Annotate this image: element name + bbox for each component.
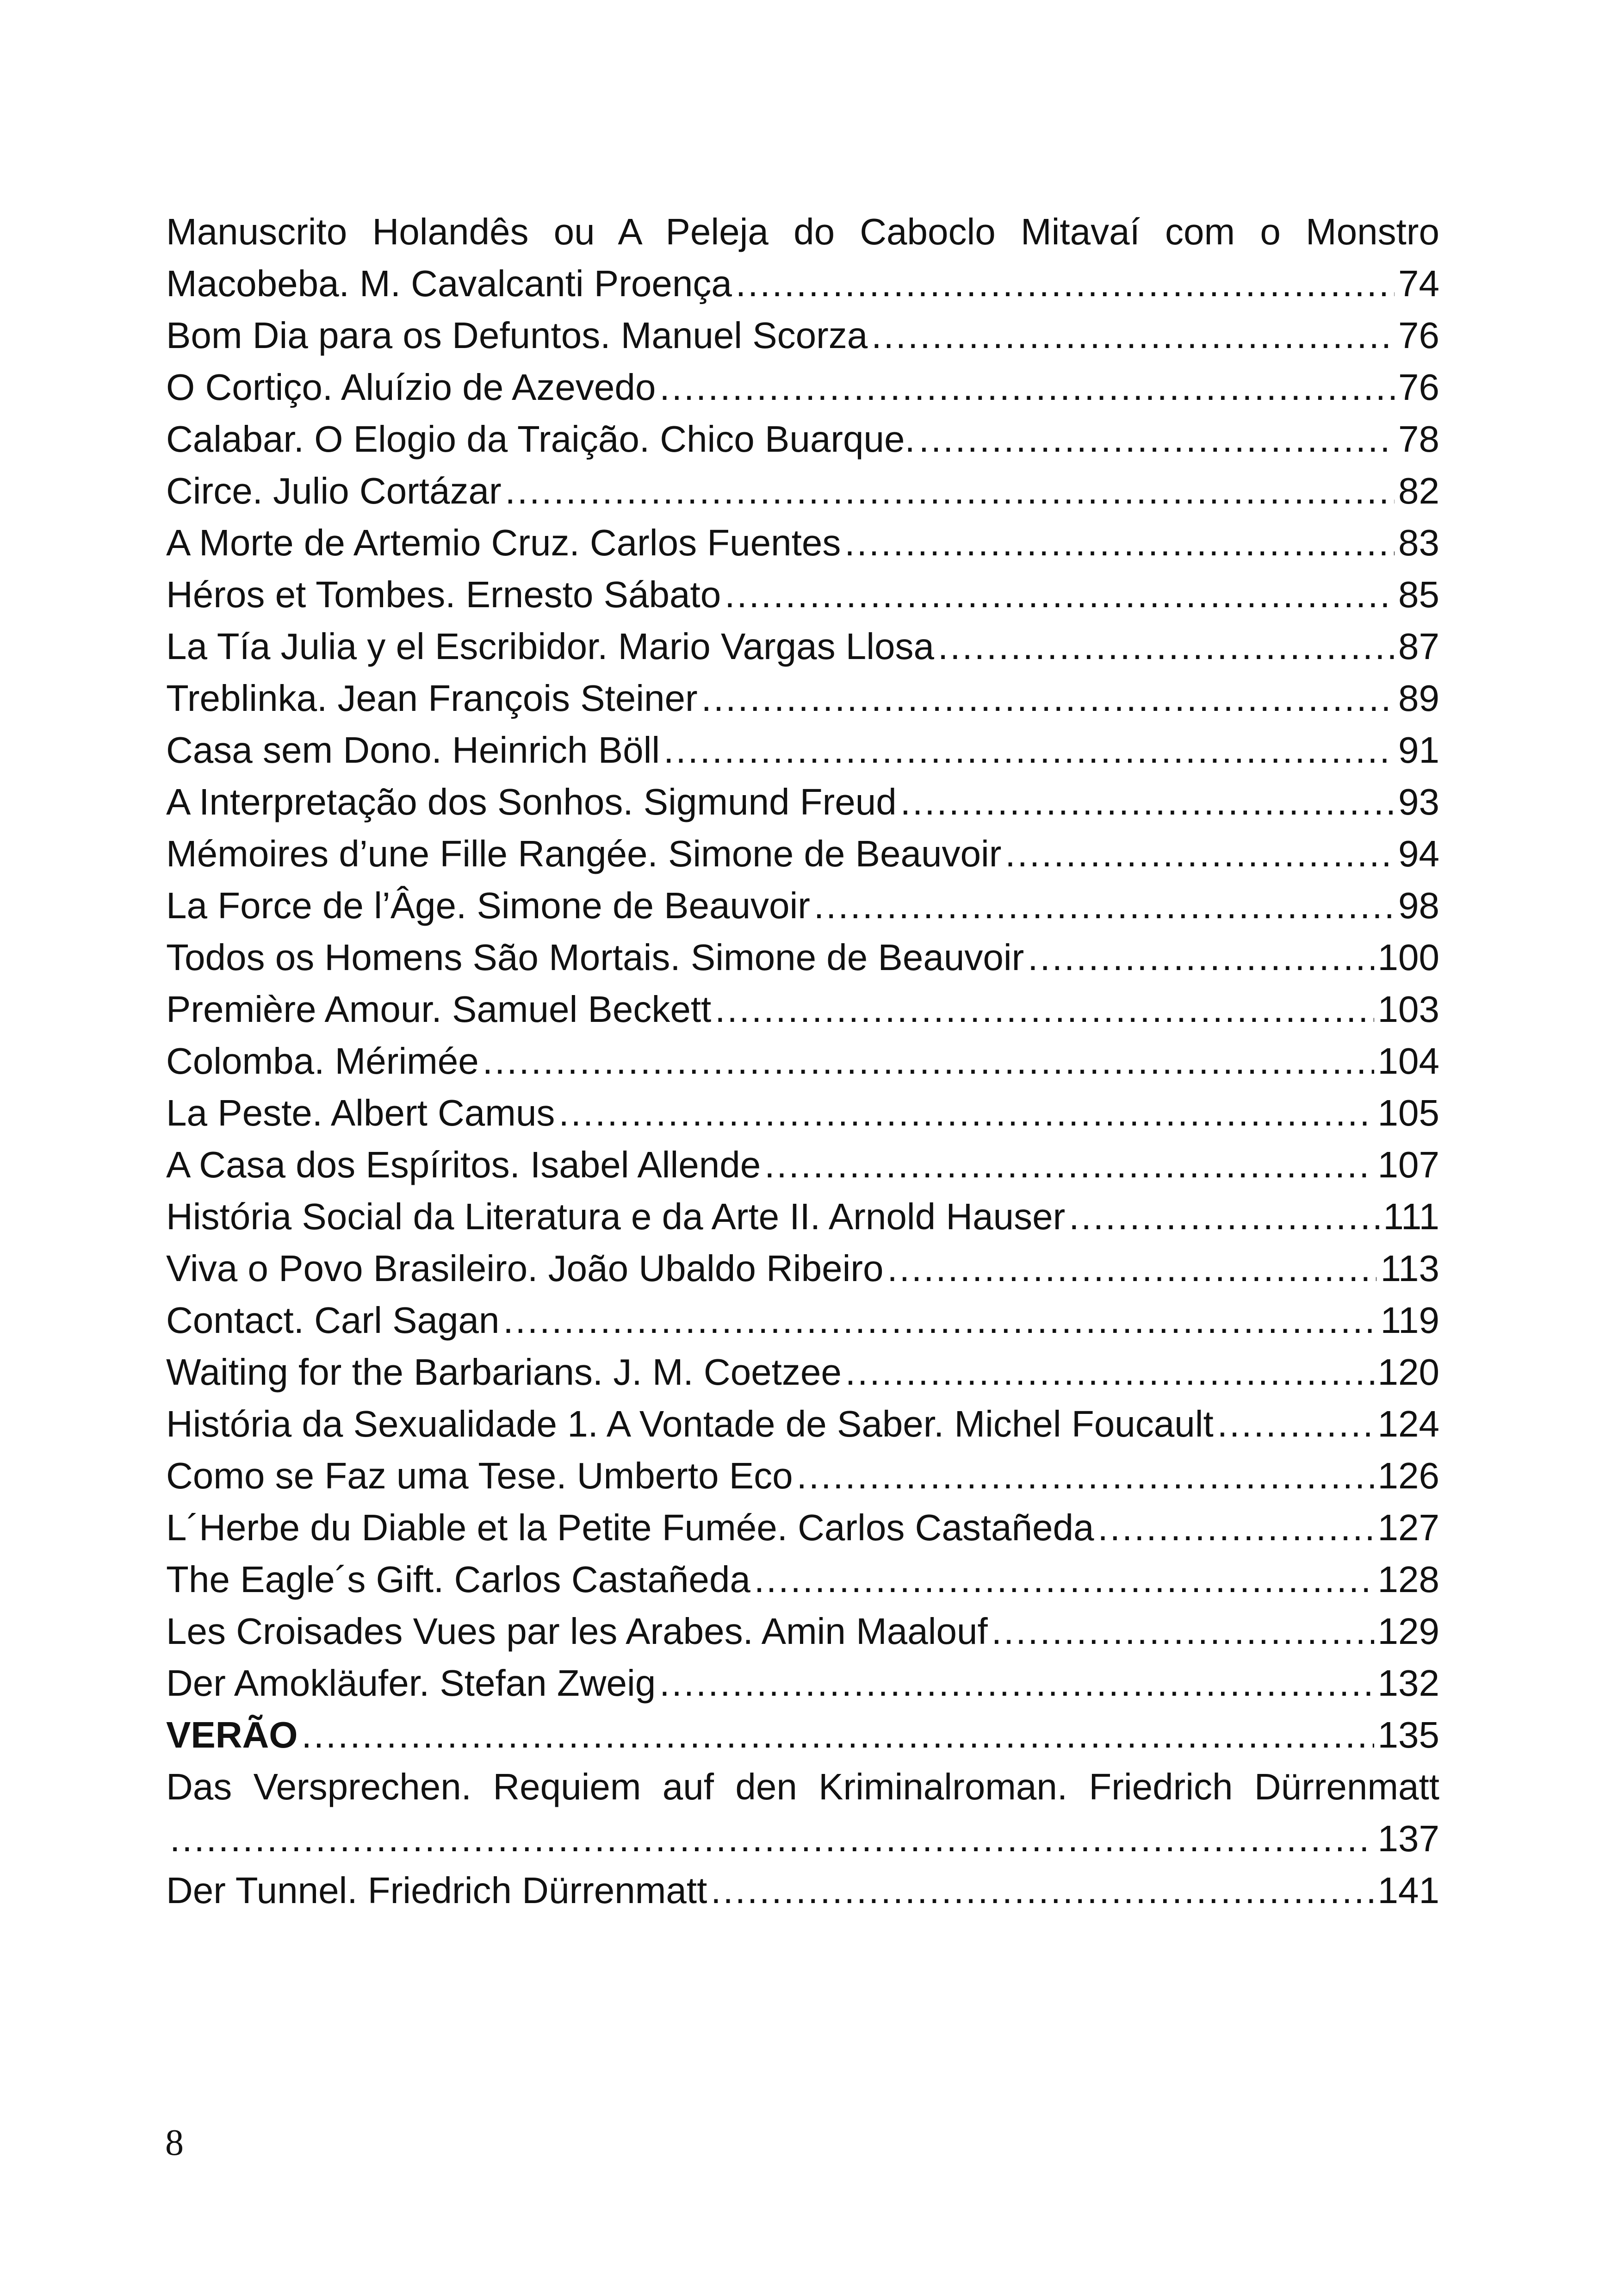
- dot-leader: [938, 621, 1395, 672]
- toc-entry[interactable]: [166, 880, 1439, 932]
- toc-entry[interactable]: [166, 569, 1439, 621]
- toc-entry-line: [166, 258, 1439, 310]
- dot-leader: [659, 1657, 1374, 1709]
- toc-entry-line: [166, 1346, 1439, 1398]
- toc-entry-line: [166, 569, 1439, 621]
- toc-entry-page: 105: [1377, 1092, 1439, 1133]
- toc-entry-title: História da Sexualidade 1. A Vontade de Saber. Michel Foucault: [166, 1403, 1214, 1444]
- dot-leader: [483, 1035, 1374, 1087]
- toc-entry-title-line: Das Versprechen. Requiem auf den Kriminalroman. Friedrich Dürrenmatt: [166, 1766, 1439, 1807]
- dot-leader: [663, 724, 1395, 776]
- toc-entry-line: [166, 310, 1439, 361]
- toc-entry-page: 119: [1380, 1300, 1439, 1341]
- table-of-contents: [166, 206, 1439, 1916]
- toc-entry-line: [166, 1398, 1439, 1450]
- toc-entry-line: [166, 1243, 1439, 1294]
- toc-entry[interactable]: [166, 413, 1439, 465]
- toc-entry-page: 137: [1377, 1818, 1439, 1859]
- toc-entry-title: Waiting for the Barbarians. J. M. Coetzee: [166, 1351, 842, 1393]
- toc-entry-title: Der Amokläufer. Stefan Zweig: [166, 1662, 656, 1704]
- toc-entry-line: [166, 880, 1439, 932]
- toc-entry-title: L´Herbe du Diable et la Petite Fumée. Carlos Castañeda: [166, 1507, 1094, 1548]
- toc-entry[interactable]: [166, 621, 1439, 672]
- toc-entry-page: 124: [1377, 1403, 1439, 1444]
- dot-leader: [1005, 828, 1395, 880]
- toc-entry-line: [166, 1865, 1439, 1916]
- toc-entry-line: [166, 1191, 1439, 1243]
- toc-entry[interactable]: [166, 1398, 1439, 1450]
- toc-entry-title: Treblinka. Jean François Steiner: [166, 678, 698, 719]
- dot-leader: [871, 310, 1395, 361]
- toc-entry-line: [166, 1087, 1439, 1139]
- toc-entry-line: [166, 517, 1439, 569]
- toc-entry[interactable]: [166, 1191, 1439, 1243]
- toc-entry[interactable]: [166, 1657, 1439, 1709]
- toc-entry-page: 98: [1398, 885, 1439, 926]
- toc-entry-page: 100: [1377, 937, 1439, 978]
- toc-entry[interactable]: [166, 1554, 1439, 1605]
- toc-entry-line: [166, 1605, 1439, 1657]
- toc-entry[interactable]: [166, 1502, 1439, 1554]
- toc-entry[interactable]: [166, 1035, 1439, 1087]
- toc-entry[interactable]: [166, 1346, 1439, 1398]
- toc-entry-page: 78: [1398, 418, 1439, 460]
- dot-leader: [725, 569, 1395, 621]
- toc-entry-page: 103: [1377, 989, 1439, 1030]
- toc-entry-page: 83: [1398, 522, 1439, 563]
- dot-leader: [764, 1139, 1374, 1191]
- toc-entry-title: Contact. Carl Sagan: [166, 1300, 500, 1341]
- toc-entry[interactable]: [166, 776, 1439, 828]
- toc-entry-page: 127: [1377, 1507, 1439, 1548]
- toc-entry-line: [166, 828, 1439, 880]
- toc-entry-page: 76: [1398, 367, 1439, 408]
- toc-entry-page: 120: [1377, 1351, 1439, 1393]
- toc-entry[interactable]: [166, 932, 1439, 983]
- toc-entry-line: [166, 1554, 1439, 1605]
- toc-entry-page: 107: [1377, 1144, 1439, 1185]
- toc-entry[interactable]: [166, 206, 1439, 310]
- toc-entry[interactable]: [166, 310, 1439, 361]
- toc-entry-title: Héros et Tombes. Ernesto Sábato: [166, 574, 721, 615]
- toc-entry-line: [166, 1035, 1439, 1087]
- toc-entry[interactable]: [166, 1605, 1439, 1657]
- toc-entry-page: 135: [1377, 1714, 1439, 1755]
- page-number: 8: [165, 2122, 184, 2163]
- toc-entry-line: [166, 672, 1439, 724]
- toc-entry-line: [166, 1294, 1439, 1346]
- toc-entry-line: [166, 621, 1439, 672]
- dot-leader: [170, 1813, 1374, 1865]
- dot-leader: [711, 1865, 1374, 1916]
- toc-entry-title: Première Amour. Samuel Beckett: [166, 989, 712, 1030]
- toc-entry[interactable]: [166, 1761, 1439, 1865]
- toc-entry[interactable]: [166, 517, 1439, 569]
- toc-entry[interactable]: [166, 1450, 1439, 1502]
- toc-entry-page: 129: [1377, 1611, 1439, 1652]
- dot-leader: [659, 361, 1395, 413]
- toc-entry-page: 93: [1398, 781, 1439, 822]
- toc-entry-page: 141: [1377, 1870, 1439, 1911]
- toc-entry-title: Les Croisades Vues par les Arabes. Amin Maalouf: [166, 1611, 988, 1652]
- toc-entry[interactable]: [166, 465, 1439, 517]
- toc-entry-line: [166, 983, 1439, 1035]
- toc-entry-title: História Social da Literatura e da Arte II. Arnold Hauser: [166, 1196, 1066, 1237]
- toc-entry-line: [166, 1709, 1439, 1761]
- toc-entry-title: A Casa dos Espíritos. Isabel Allende: [166, 1144, 761, 1185]
- toc-entry-line: [166, 465, 1439, 517]
- toc-entry-title: The Eagle´s Gift. Carlos Castañeda: [166, 1559, 750, 1600]
- toc-entry-title: Viva o Povo Brasileiro. João Ubaldo Ribeiro: [166, 1248, 884, 1289]
- toc-entry-title: Todos os Homens São Mortais. Simone de Beauvoir: [166, 937, 1024, 978]
- toc-entry-title: Casa sem Dono. Heinrich Böll: [166, 729, 660, 771]
- toc-entry[interactable]: [166, 1139, 1439, 1191]
- toc-entry-line: [166, 1657, 1439, 1709]
- toc-entry[interactable]: [166, 983, 1439, 1035]
- dot-leader: [1217, 1398, 1374, 1450]
- toc-entry-line: [166, 1139, 1439, 1191]
- toc-entry-title: Bom Dia para os Defuntos. Manuel Scorza: [166, 315, 868, 356]
- toc-entry-line: [166, 1813, 1439, 1865]
- toc-entry[interactable]: [166, 828, 1439, 880]
- dot-leader: [1098, 1502, 1374, 1554]
- toc-entry-page: 87: [1398, 626, 1439, 667]
- dot-leader: [736, 258, 1395, 310]
- toc-entry-line: [166, 413, 1439, 465]
- toc-entry-title-line: Manuscrito Holandês ou A Peleja do Caboclo Mitavaí com o Monstro: [166, 211, 1439, 252]
- toc-entry-page: 94: [1398, 833, 1439, 874]
- toc-entry[interactable]: [166, 1294, 1439, 1346]
- toc-entry-title: La Force de l’Âge. Simone de Beauvoir: [166, 885, 810, 926]
- toc-entry-page: 76: [1398, 315, 1439, 356]
- toc-entry-title: Mémoires d’une Fille Rangée. Simone de Beauvoir: [166, 833, 1002, 874]
- dot-leader: [887, 1243, 1376, 1294]
- dot-leader: [900, 776, 1395, 828]
- toc-entry-title: Circe. Julio Cortázar: [166, 470, 502, 511]
- toc-entry[interactable]: [166, 1865, 1439, 1916]
- toc-entry[interactable]: [166, 672, 1439, 724]
- toc-entry-title: La Peste. Albert Camus: [166, 1092, 555, 1133]
- toc-entry-page: 85: [1398, 574, 1439, 615]
- toc-entry-title: A Morte de Artemio Cruz. Carlos Fuentes: [166, 522, 841, 563]
- toc-entry-title: A Interpretação dos Sonhos. Sigmund Freud: [166, 781, 897, 822]
- dot-leader: [919, 413, 1395, 465]
- toc-entry-title: Colomba. Mérimée: [166, 1040, 479, 1082]
- dot-leader: [715, 983, 1374, 1035]
- toc-entry-page: 89: [1398, 678, 1439, 719]
- toc-entry-title: Calabar. O Elogio da Traição. Chico Buarque.: [166, 418, 915, 460]
- dot-leader: [1028, 932, 1374, 983]
- toc-entry[interactable]: [166, 1709, 1439, 1761]
- dot-leader: [558, 1087, 1374, 1139]
- dot-leader: [754, 1554, 1374, 1605]
- toc-entry-title: La Tía Julia y el Escribidor. Mario Vargas Llosa: [166, 626, 935, 667]
- toc-entry[interactable]: [166, 1087, 1439, 1139]
- toc-entry-page: 126: [1377, 1455, 1439, 1496]
- toc-entry-line: [166, 932, 1439, 983]
- toc-entry-page: 128: [1377, 1559, 1439, 1600]
- dot-leader: [845, 1346, 1374, 1398]
- toc-entry-title: Como se Faz uma Tese. Umberto Eco: [166, 1455, 793, 1496]
- dot-leader: [1069, 1191, 1379, 1243]
- toc-entry-page: 132: [1377, 1662, 1439, 1704]
- toc-entry-line: [166, 1502, 1439, 1554]
- toc-entry-page: 113: [1380, 1248, 1439, 1289]
- toc-entry-line: [166, 776, 1439, 828]
- section-heading: VERÃO: [166, 1714, 298, 1755]
- dot-leader: [814, 880, 1395, 932]
- toc-entry-page: 82: [1398, 470, 1439, 511]
- dot-leader: [844, 517, 1395, 569]
- toc-entry-page: 91: [1398, 729, 1439, 771]
- dot-leader: [797, 1450, 1374, 1502]
- toc-entry-title: O Cortiço. Aluízio de Azevedo: [166, 367, 656, 408]
- toc-entry[interactable]: [166, 1243, 1439, 1294]
- toc-entry-line: [166, 361, 1439, 413]
- dot-leader: [503, 1294, 1376, 1346]
- toc-entry-page: 74: [1398, 263, 1439, 304]
- toc-entry[interactable]: [166, 361, 1439, 413]
- toc-entry-line: [166, 1450, 1439, 1502]
- dot-leader: [992, 1605, 1374, 1657]
- toc-entry[interactable]: [166, 724, 1439, 776]
- dot-leader: [302, 1709, 1374, 1761]
- toc-entry-line: [166, 724, 1439, 776]
- toc-entry-page: 111: [1383, 1196, 1439, 1237]
- dot-leader: [701, 672, 1395, 724]
- toc-entry-page: 104: [1377, 1040, 1439, 1082]
- toc-entry-title: Der Tunnel. Friedrich Dürrenmatt: [166, 1870, 707, 1911]
- toc-entry-title: Macobeba. M. Cavalcanti Proença: [166, 263, 732, 304]
- dot-leader: [505, 465, 1395, 517]
